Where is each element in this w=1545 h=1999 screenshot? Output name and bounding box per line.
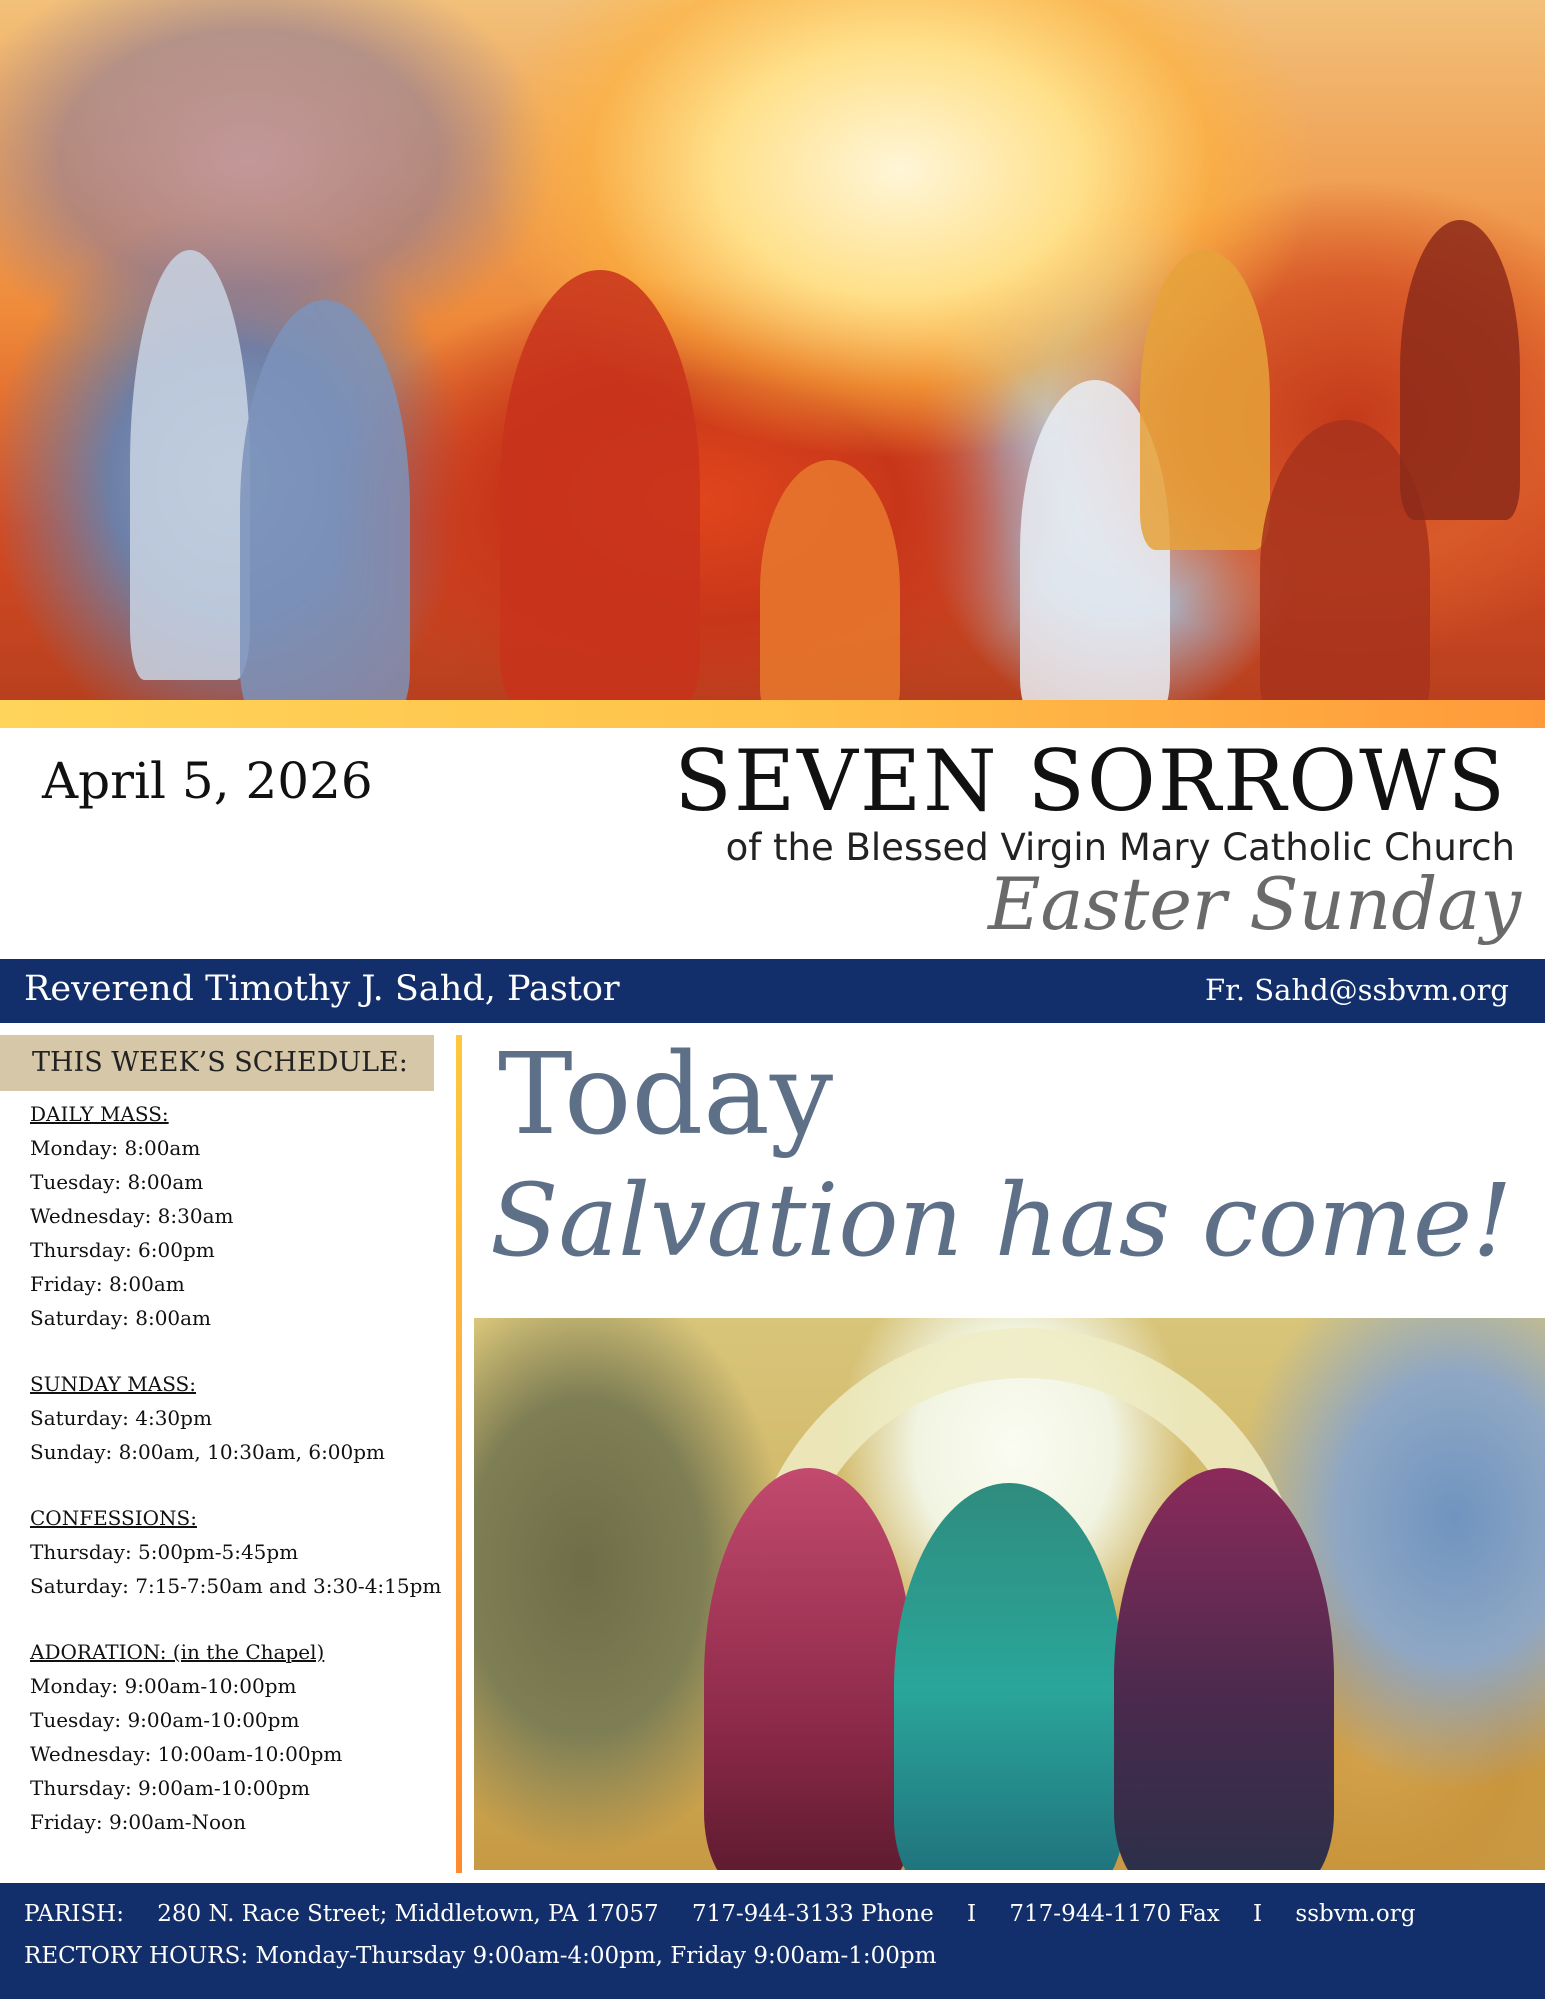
parish-phone[interactable]: 717-944-3133 Phone [691, 1901, 934, 1927]
schedule-heading: THIS WEEK’S SCHEDULE: [0, 1035, 434, 1091]
schedule-line: Friday: 9:00am-Noon [30, 1810, 246, 1834]
schedule-section-title: CONFESSIONS: [30, 1506, 197, 1530]
pastor-name: Reverend Timothy J. Sahd, Pastor [24, 969, 620, 1009]
schedule-line: Monday: 8:00am [30, 1136, 201, 1160]
rectory-hours: Monday-Thursday 9:00am-4:00pm, Friday 9:00am-1:00pm [255, 1943, 937, 1969]
hero-painting [0, 0, 1545, 700]
schedule-section-title: DAILY MASS: [30, 1102, 169, 1126]
pastor-bar [0, 959, 1545, 1023]
church-name: SEVEN SORROWS [674, 732, 1507, 830]
schedule-line: Saturday: 8:00am [30, 1306, 212, 1330]
schedule-section-sunday-mass [30, 1367, 441, 1469]
parish-website[interactable]: ssbvm.org [1295, 1901, 1416, 1927]
schedule-line: Wednesday: 10:00am-10:00pm [30, 1742, 343, 1766]
schedule-line: Tuesday: 8:00am [30, 1170, 204, 1194]
painting-figure [704, 1468, 914, 1870]
footer-separator: I [967, 1901, 977, 1927]
schedule-line: Thursday: 9:00am-10:00pm [30, 1776, 311, 1800]
footer-rectory-line [24, 1943, 936, 1969]
occasion-title: Easter Sunday [987, 862, 1521, 946]
painting-figure [130, 250, 250, 680]
parish-address: 280 N. Race Street; Middletown, PA 17057 [157, 1901, 659, 1927]
painting-figure [1114, 1468, 1334, 1870]
footer-bar [0, 1883, 1545, 1999]
schedule-section-daily-mass [30, 1097, 441, 1335]
painting-figure [1140, 250, 1270, 550]
column-divider [456, 1035, 462, 1873]
schedule-line: Saturday: 7:15-7:50am and 3:30-4:15pm [30, 1574, 442, 1598]
painting-figure [500, 270, 700, 700]
pastor-email[interactable]: Fr. Sahd@ssbvm.org [1205, 973, 1509, 1007]
painting-figure [240, 300, 410, 700]
schedule-line: Saturday: 4:30pm [30, 1406, 212, 1430]
parish-label: PARISH: [24, 1901, 124, 1927]
schedule-section-adoration [30, 1635, 441, 1839]
painting-figure [894, 1483, 1124, 1870]
schedule-line: Sunday: 8:00am, 10:30am, 6:00pm [30, 1440, 386, 1464]
headline-today: Today [498, 1030, 834, 1160]
schedule-section-confessions [30, 1501, 441, 1603]
painting-figure [760, 460, 900, 700]
painting-figure [1400, 220, 1520, 520]
parish-fax: 717-944-1170 Fax [1009, 1901, 1220, 1927]
schedule-line: Wednesday: 8:30am [30, 1204, 234, 1228]
empty-tomb-painting [474, 1318, 1545, 1870]
hero-accent-bar [0, 700, 1545, 728]
footer-parish-line [24, 1901, 1441, 1927]
schedule-line: Friday: 8:00am [30, 1272, 185, 1296]
schedule-section-title: ADORATION: (in the Chapel) [30, 1640, 325, 1664]
schedule-line: Monday: 9:00am-10:00pm [30, 1674, 297, 1698]
headline-salvation: Salvation has come! [490, 1162, 1513, 1279]
schedule-line: Thursday: 5:00pm-5:45pm [30, 1540, 299, 1564]
schedule-line: Tuesday: 9:00am-10:00pm [30, 1708, 300, 1732]
schedule-line: Thursday: 6:00pm [30, 1238, 215, 1262]
bulletin-date: April 5, 2026 [42, 752, 373, 810]
schedule-section-title: SUNDAY MASS: [30, 1372, 196, 1396]
footer-separator: I [1253, 1901, 1263, 1927]
schedule-list [30, 1097, 441, 1871]
church-subtitle: of the Blessed Virgin Mary Catholic Church [725, 826, 1515, 869]
rectory-label: RECTORY HOURS: [24, 1943, 249, 1969]
